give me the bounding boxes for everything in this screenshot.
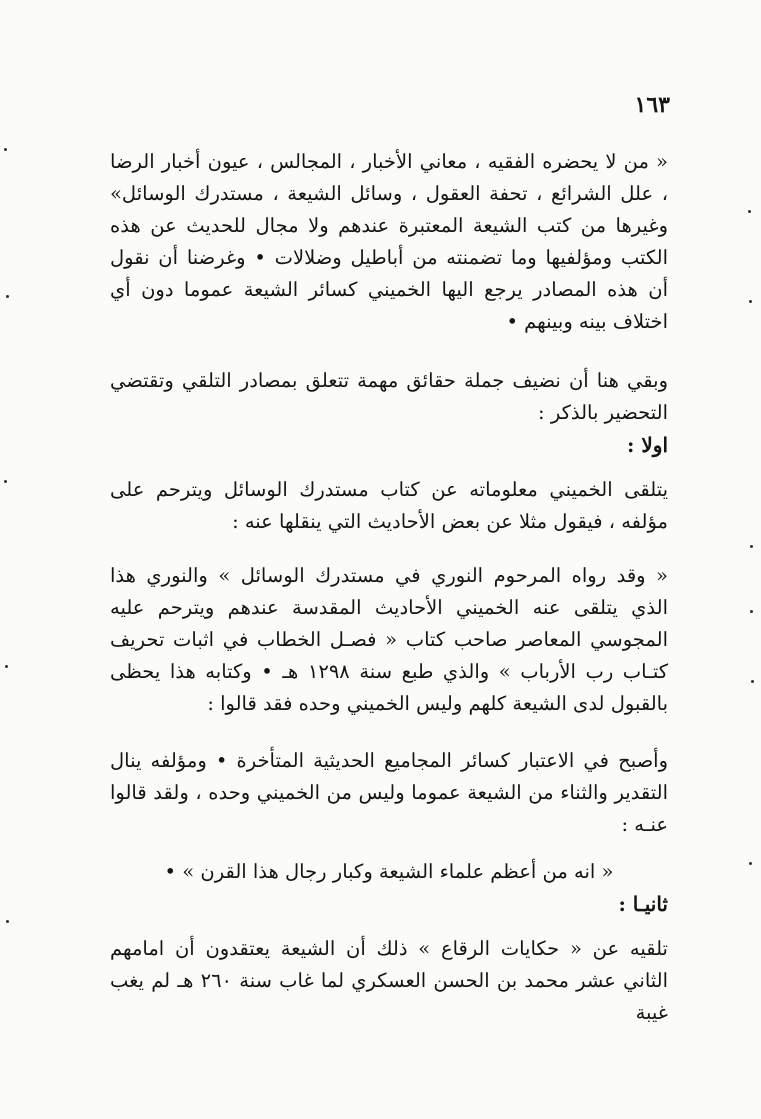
- scan-mark: [750, 610, 753, 613]
- scan-mark: [4, 480, 7, 483]
- quote-greatest-scholar: « انه من أعظم علماء الشيعة وكبار رجال هذا القرن » •: [164, 860, 614, 883]
- paragraph-sources-list: « من لا يحضره الفقيه ، معاني الأخبار ، المجالس ، عيون أخبار الرضا ، علل الشرائع ، تحفة العقول ، وسائل الشيعة ، مستدرك الوسائل» وغيرها من كتب الشيعة المعتبرة عندهم ولا مجال للحديث عن هذه الكتب ومؤلفيها وما تضمنته من أباطيل وضلالات • وغرضنا أن نقول أن هذه المصادر يرجع اليها الخميني كسائر الشيعة عموما دون أي اختلاف بينه وبينهم •: [110, 150, 668, 333]
- scan-mark: [5, 665, 8, 668]
- scan-mark: [751, 680, 754, 683]
- paragraph-book-status: وأصبح في الاعتبار كسائر المجاميع الحديثية المتأخرة • ومؤلفه ينال التقدير والثناء من الشيعة عموما وليس من الخميني وحده ، ولقد قالوا عنـه :: [110, 749, 668, 836]
- scan-mark: [749, 862, 752, 865]
- paragraph-mustadrak: يتلقى الخميني معلوماته عن كتاب مستدرك الوسائل ويترحم على مؤلفه ، فيقول مثلا عن بعض الأحاديث التي ينقلها عنه :: [110, 478, 668, 533]
- scan-mark: [4, 148, 7, 151]
- paragraph-additional-facts: وبقي هنا أن نضيف جملة حقائق مهمة تتعلق بمصادر التلقي وتقتضي التحضير بالذكر :: [110, 369, 668, 424]
- page-number: ١٦٣: [634, 92, 670, 118]
- paragraph-riqa-tales: تلقيه عن « حكايات الرقاع » ذلك أن الشيعة يعتقدون أن امامهم الثاني عشر محمد بن الحسن العسكري لما غاب سنة ٢٦٠ هـ لم يغب غيبة: [110, 937, 668, 1024]
- paragraph-nouri-quote: « وقد رواه المرحوم النوري في مستدرك الوسائل » والنوري هذا الذي يتلقى عنه الخميني الأحاديث المقدسة عندهم ويترحم عليه المجوسي المعاصر صاحب كتاب « فصـل الخطاب في اثبات تحريف كتـاب رب الأرباب » والذي طبع سنة ١٢٩٨ هـ • وكتابه هذا يحظى بالقبول لدى الشيعة كلهم وليس الخميني وحده فقد قالوا :: [110, 564, 668, 715]
- heading-second: ثانيـا :: [618, 892, 668, 916]
- scan-mark: [748, 210, 751, 213]
- scan-mark: [6, 295, 9, 298]
- heading-first: اولا :: [627, 433, 668, 457]
- scan-mark: [749, 300, 752, 303]
- scan-mark: [6, 920, 9, 923]
- scan-mark: [750, 545, 753, 548]
